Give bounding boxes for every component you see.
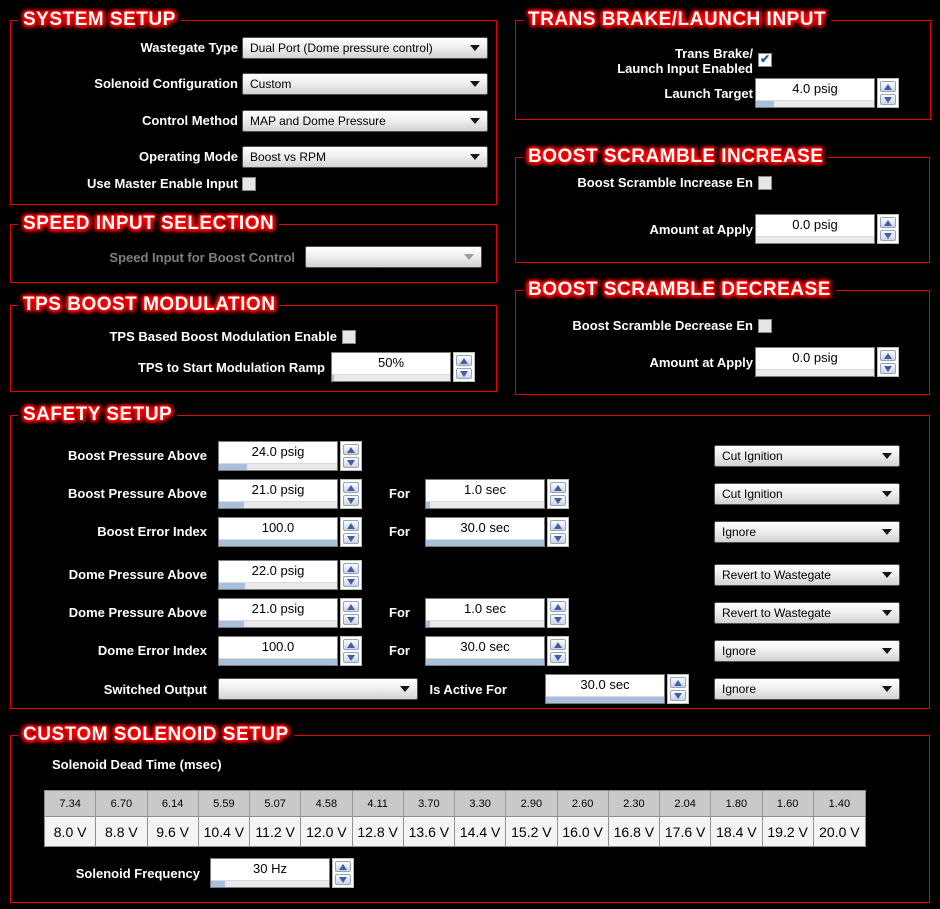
spin-value-field[interactable] [425, 636, 545, 666]
decrease-amount-at-apply-label: Amount at Apply [649, 355, 753, 370]
dead-time-cell[interactable]: 6.70 [96, 791, 147, 817]
boost-error-index-spinner[interactable] [218, 517, 362, 547]
spin-value-field[interactable] [545, 674, 665, 704]
panel-title-custom-solenoid: CUSTOM SOLENOID SETUP [18, 723, 294, 747]
panel-boost-scramble-decrease [515, 279, 930, 395]
dead-time-cell[interactable]: 2.04 [660, 791, 711, 817]
spin-value-field[interactable] [218, 598, 338, 628]
down-arrow-icon [347, 579, 355, 585]
select-value: Cut Ignition [722, 487, 783, 501]
solenoid-column [506, 791, 557, 846]
panel-title-safety-setup: SAFETY SETUP [18, 403, 177, 427]
tps-ramp-spinner[interactable] [331, 352, 475, 382]
boost-pressure-above-1-spinner[interactable] [218, 441, 362, 471]
dome-pressure-above-2-duration-spinner[interactable] [425, 598, 569, 628]
spin-buttons [340, 441, 362, 471]
voltage-header-cell: 18.4 V [711, 817, 762, 846]
dome-pressure-above-1-spinner[interactable] [218, 560, 362, 590]
wastegate-type-select[interactable] [242, 37, 488, 59]
select-value: MAP and Dome Pressure [250, 114, 386, 128]
tps-modulation-enable-label: TPS Based Boost Modulation Enable [109, 329, 337, 344]
spin-progress-fill [756, 101, 774, 107]
spin-buttons [667, 674, 689, 704]
voltage-header-cell: 16.0 V [558, 817, 609, 846]
spin-value: 21.0 psig [251, 601, 305, 616]
boost-pressure-above-2-duration-spinner[interactable] [425, 479, 569, 509]
spin-down-button[interactable] [550, 652, 566, 663]
spin-progress-fill [211, 881, 225, 887]
panel-title-trans-brake: TRANS BRAKE/LAUNCH INPUT [523, 8, 831, 32]
spin-progress-track [546, 696, 664, 703]
spin-progress-fill [426, 659, 544, 665]
safety-row-label: Dome Pressure Above [68, 605, 207, 620]
down-arrow-icon [674, 693, 682, 699]
spin-progress-track [756, 236, 874, 243]
spin-up-button[interactable] [343, 563, 359, 574]
spin-up-button[interactable] [880, 81, 896, 92]
spin-progress-track [219, 539, 337, 546]
spin-value: 30 Hz [253, 861, 287, 876]
down-arrow-icon [347, 655, 355, 661]
select-value: Ignore [722, 525, 757, 539]
solenoid-column [814, 791, 865, 846]
spin-buttons [453, 352, 475, 382]
spin-progress-track [219, 658, 337, 665]
spin-up-button[interactable] [343, 601, 359, 612]
dead-time-cell[interactable]: 2.60 [558, 791, 609, 817]
panel-tps-boost-modulation [10, 294, 497, 392]
spin-up-button[interactable] [456, 355, 472, 366]
operating-mode-label: Operating Mode [139, 149, 238, 164]
trans-brake-enable-checkbox[interactable] [758, 53, 772, 67]
spin-progress-fill [219, 464, 247, 470]
spin-up-button[interactable] [670, 677, 686, 688]
spin-up-button[interactable] [343, 444, 359, 455]
up-arrow-icon [460, 358, 468, 364]
spin-progress-track [219, 620, 337, 627]
spin-down-button[interactable] [343, 533, 359, 544]
spin-value-field[interactable] [218, 441, 338, 471]
spin-progress-fill [219, 621, 244, 627]
dead-time-cell[interactable]: 1.40 [814, 791, 865, 817]
master-enable-checkbox[interactable] [242, 177, 256, 191]
panel-title-system-setup: SYSTEM SETUP [18, 8, 181, 32]
solenoid-column [45, 791, 96, 846]
panel-custom-solenoid-setup [10, 724, 930, 903]
solenoid-column [763, 791, 814, 846]
solenoid-column [455, 791, 506, 846]
safety-action-select-2[interactable] [714, 483, 900, 505]
dead-time-cell[interactable]: 3.70 [404, 791, 455, 817]
solenoid-frequency-spinner[interactable] [210, 858, 354, 888]
chevron-down-icon [882, 529, 892, 535]
dead-time-cell[interactable]: 3.30 [455, 791, 506, 817]
solenoid-column [711, 791, 762, 846]
spin-up-button[interactable] [343, 482, 359, 493]
panel-safety-setup [10, 404, 930, 709]
tps-ramp-label: TPS to Start Modulation Ramp [137, 360, 325, 375]
safety-action-select-5[interactable] [714, 602, 900, 624]
spin-value: 4.0 psig [792, 81, 838, 96]
spin-up-button[interactable] [880, 350, 896, 361]
down-arrow-icon [347, 536, 355, 542]
voltage-header-cell: 12.8 V [353, 817, 404, 846]
select-value: Revert to Wastegate [722, 568, 831, 582]
spin-value: 50% [377, 355, 405, 370]
boost-scramble-decrease-enable-label: Boost Scramble Decrease En [572, 318, 753, 333]
voltage-header-cell: 16.8 V [609, 817, 660, 846]
trans-brake-enable-label-line1: Trans Brake/ [674, 46, 753, 61]
spin-progress-fill [426, 502, 430, 508]
spin-value-field[interactable] [210, 858, 330, 888]
dome-error-index-spinner[interactable] [218, 636, 362, 666]
spin-buttons [340, 598, 362, 628]
spin-value: 21.0 psig [251, 482, 305, 497]
down-arrow-icon [884, 233, 892, 239]
safety-row-label: Boost Error Index [97, 524, 207, 539]
spin-down-button[interactable] [880, 363, 896, 374]
spin-value-field[interactable] [755, 214, 875, 244]
spin-buttons [340, 517, 362, 547]
up-arrow-icon [554, 485, 562, 491]
spin-value-field[interactable] [425, 598, 545, 628]
trans-brake-enable-label-line2: Launch Input Enabled [617, 61, 753, 76]
for-label: For [389, 643, 410, 658]
spin-buttons [877, 78, 899, 108]
select-value: Revert to Wastegate [722, 606, 831, 620]
spin-progress-fill [546, 697, 664, 703]
is-active-for-label: Is Active For [429, 682, 507, 697]
safety-row-label: Dome Error Index [97, 643, 207, 658]
spin-down-button[interactable] [550, 533, 566, 544]
spin-value: 0.0 psig [792, 350, 838, 365]
spin-down-button[interactable] [880, 94, 896, 105]
switched-output-duration-spinner[interactable] [545, 674, 689, 704]
down-arrow-icon [884, 366, 892, 372]
panel-title-tps-modulation: TPS BOOST MODULATION [18, 293, 280, 317]
spin-up-button[interactable] [550, 639, 566, 650]
up-arrow-icon [339, 864, 347, 870]
solenoid-column [301, 791, 352, 846]
up-arrow-icon [347, 604, 355, 610]
chevron-down-icon [882, 686, 892, 692]
up-arrow-icon [674, 680, 682, 686]
for-label: For [389, 524, 410, 539]
spin-value: 30.0 sec [580, 677, 630, 692]
select-value: Cut Ignition [722, 449, 783, 463]
up-arrow-icon [347, 485, 355, 491]
spin-buttons [332, 858, 354, 888]
select-value: Ignore [722, 682, 757, 696]
voltage-header-cell: 10.4 V [199, 817, 250, 846]
solenoid-dead-time-label: Solenoid Dead Time (msec) [52, 757, 222, 772]
control-method-label: Control Method [141, 113, 238, 128]
for-label: For [389, 605, 410, 620]
speed-input-label: Speed Input for Boost Control [109, 250, 295, 265]
voltage-header-cell: 19.2 V [763, 817, 814, 846]
spin-buttons [547, 517, 569, 547]
spin-value-field[interactable] [218, 560, 338, 590]
solenoid-column [148, 791, 199, 846]
spin-buttons [877, 347, 899, 377]
down-arrow-icon [460, 371, 468, 377]
spin-progress-track [426, 620, 544, 627]
solenoid-column [558, 791, 609, 846]
chevron-down-icon [882, 648, 892, 654]
for-label: For [389, 486, 410, 501]
spin-value: 1.0 sec [464, 601, 506, 616]
dead-time-cell[interactable]: 4.58 [301, 791, 352, 817]
spin-value-field[interactable] [218, 636, 338, 666]
launch-target-label: Launch Target [664, 86, 753, 101]
up-arrow-icon [554, 523, 562, 529]
solenoid-configuration-label: Solenoid Configuration [94, 76, 238, 91]
dead-time-cell[interactable]: 2.30 [609, 791, 660, 817]
safety-action-select-4[interactable] [714, 564, 900, 586]
solenoid-column [199, 791, 250, 846]
launch-target-spinner[interactable] [755, 78, 899, 108]
spin-down-button[interactable] [670, 690, 686, 701]
safety-action-select-7[interactable] [714, 678, 900, 700]
up-arrow-icon [347, 566, 355, 572]
solenoid-column [404, 791, 455, 846]
up-arrow-icon [347, 523, 355, 529]
up-arrow-icon [347, 642, 355, 648]
safety-row-label: Boost Pressure Above [68, 486, 207, 501]
spin-value: 22.0 psig [251, 563, 305, 578]
solenoid-dead-time-table [44, 790, 866, 847]
spin-progress-fill [219, 583, 245, 589]
select-value: Dual Port (Dome pressure control) [250, 41, 433, 55]
spin-buttons [340, 560, 362, 590]
safety-row-label: Boost Pressure Above [68, 448, 207, 463]
dead-time-cell[interactable]: 6.14 [148, 791, 199, 817]
down-arrow-icon [884, 97, 892, 103]
safety-action-select-6[interactable] [714, 640, 900, 662]
spin-progress-track [756, 100, 874, 107]
up-arrow-icon [884, 353, 892, 359]
chevron-down-icon [882, 453, 892, 459]
spin-down-button[interactable] [550, 495, 566, 506]
master-enable-label: Use Master Enable Input [87, 176, 238, 191]
chevron-down-icon [470, 118, 480, 124]
spin-value-field[interactable] [755, 78, 875, 108]
tps-modulation-enable-checkbox[interactable] [342, 330, 356, 344]
up-arrow-icon [554, 642, 562, 648]
spin-down-button[interactable] [880, 230, 896, 241]
boost-scramble-decrease-enable-checkbox[interactable] [758, 319, 772, 333]
panel-system-setup [10, 9, 497, 205]
boost-scramble-increase-enable-checkbox[interactable] [758, 176, 772, 190]
dome-error-duration-spinner[interactable] [425, 636, 569, 666]
solenoid-column [353, 791, 404, 846]
up-arrow-icon [884, 84, 892, 90]
voltage-header-cell: 17.6 V [660, 817, 711, 846]
spin-progress-track [426, 501, 544, 508]
down-arrow-icon [554, 536, 562, 542]
spin-down-button[interactable] [343, 495, 359, 506]
down-arrow-icon [347, 460, 355, 466]
panel-title-boost-scramble-increase: BOOST SCRAMBLE INCREASE [523, 145, 828, 169]
down-arrow-icon [554, 617, 562, 623]
safety-action-select-3[interactable] [714, 521, 900, 543]
solenoid-configuration-select[interactable] [242, 73, 488, 95]
solenoid-column [609, 791, 660, 846]
down-arrow-icon [347, 498, 355, 504]
voltage-header-cell: 20.0 V [814, 817, 865, 846]
select-value: Ignore [722, 644, 757, 658]
safety-row-label: Dome Pressure Above [68, 567, 207, 582]
chevron-down-icon [882, 572, 892, 578]
dead-time-cell[interactable]: 1.80 [711, 791, 762, 817]
up-arrow-icon [554, 604, 562, 610]
spin-down-button[interactable] [343, 652, 359, 663]
spin-down-button[interactable] [343, 576, 359, 587]
spin-value-field[interactable] [755, 347, 875, 377]
spin-value-field[interactable] [218, 517, 338, 547]
solenoid-column [96, 791, 147, 846]
spin-progress-track [426, 539, 544, 546]
dead-time-cell[interactable]: 1.60 [763, 791, 814, 817]
chevron-down-icon [882, 610, 892, 616]
spin-value-field[interactable] [331, 352, 451, 382]
wastegate-type-label: Wastegate Type [140, 40, 238, 55]
spin-value: 30.0 sec [460, 520, 510, 535]
spin-buttons [340, 636, 362, 666]
spin-progress-track [219, 463, 337, 470]
dome-pressure-above-2-spinner[interactable] [218, 598, 362, 628]
spin-progress-track [211, 880, 329, 887]
voltage-header-cell: 12.0 V [301, 817, 352, 846]
spin-up-button[interactable] [343, 520, 359, 531]
spin-value: 100.0 [261, 639, 295, 654]
spin-down-button[interactable] [335, 874, 351, 885]
voltage-header-cell: 9.6 V [148, 817, 199, 846]
down-arrow-icon [554, 655, 562, 661]
spin-value: 100.0 [261, 520, 295, 535]
up-arrow-icon [347, 447, 355, 453]
spin-up-button[interactable] [880, 217, 896, 228]
spin-value: 1.0 sec [464, 482, 506, 497]
voltage-header-cell: 8.8 V [96, 817, 147, 846]
down-arrow-icon [554, 498, 562, 504]
chevron-down-icon [470, 81, 480, 87]
dead-time-cell[interactable]: 2.90 [506, 791, 557, 817]
solenoid-frequency-label: Solenoid Frequency [75, 866, 200, 881]
select-value: Boost vs RPM [250, 150, 327, 164]
spin-progress-fill [219, 540, 337, 546]
panel-boost-scramble-increase [515, 146, 930, 263]
boost-error-duration-spinner[interactable] [425, 517, 569, 547]
spin-buttons [547, 598, 569, 628]
dead-time-cell[interactable]: 5.07 [250, 791, 301, 817]
decrease-amount-spinner[interactable] [755, 347, 899, 377]
spin-progress-fill [332, 375, 334, 381]
down-arrow-icon [347, 617, 355, 623]
spin-buttons [340, 479, 362, 509]
select-value: Custom [250, 77, 292, 91]
spin-value: 30.0 sec [460, 639, 510, 654]
voltage-header-cell: 8.0 V [45, 817, 96, 846]
increase-amount-spinner[interactable] [755, 214, 899, 244]
spin-buttons [547, 479, 569, 509]
solenoid-column [660, 791, 711, 846]
spin-down-button[interactable] [343, 614, 359, 625]
chevron-down-icon [882, 491, 892, 497]
up-arrow-icon [884, 220, 892, 226]
spin-progress-track [219, 582, 337, 589]
spin-down-button[interactable] [550, 614, 566, 625]
spin-buttons [547, 636, 569, 666]
spin-buttons [877, 214, 899, 244]
voltage-header-cell: 15.2 V [506, 817, 557, 846]
panel-title-speed-input: SPEED INPUT SELECTION [18, 212, 279, 236]
down-arrow-icon [339, 877, 347, 883]
chevron-down-icon [470, 154, 480, 160]
boost-pressure-above-2-spinner[interactable] [218, 479, 362, 509]
spin-value-field[interactable] [425, 517, 545, 547]
safety-action-select-1[interactable] [714, 445, 900, 467]
speed-input-select [305, 246, 482, 268]
spin-value-field[interactable] [218, 479, 338, 509]
chevron-down-icon [464, 254, 474, 260]
dead-time-cell[interactable]: 4.11 [353, 791, 404, 817]
spin-value: 0.0 psig [792, 217, 838, 232]
chevron-down-icon [470, 45, 480, 51]
spin-progress-track [756, 369, 874, 376]
spin-up-button[interactable] [550, 601, 566, 612]
voltage-header-cell: 11.2 V [250, 817, 301, 846]
solenoid-column [250, 791, 301, 846]
spin-up-button[interactable] [343, 639, 359, 650]
spin-progress-track [332, 374, 450, 381]
panel-trans-brake-launch-input [515, 9, 931, 120]
panel-title-boost-scramble-decrease: BOOST SCRAMBLE DECREASE [523, 278, 836, 302]
control-method-select[interactable] [242, 110, 488, 132]
voltage-header-cell: 14.4 V [455, 817, 506, 846]
spin-up-button[interactable] [550, 482, 566, 493]
spin-down-button[interactable] [343, 457, 359, 468]
spin-up-button[interactable] [550, 520, 566, 531]
spin-progress-track [426, 658, 544, 665]
spin-progress-fill [426, 540, 544, 546]
spin-up-button[interactable] [335, 861, 351, 872]
switched-output-label: Switched Output [103, 682, 207, 697]
spin-value-field[interactable] [425, 479, 545, 509]
increase-amount-at-apply-label: Amount at Apply [649, 222, 753, 237]
dead-time-cell[interactable]: 7.34 [45, 791, 96, 817]
spin-progress-track [219, 501, 337, 508]
dead-time-cell[interactable]: 5.59 [199, 791, 250, 817]
spin-progress-fill [219, 659, 337, 665]
spin-value: 24.0 psig [251, 444, 305, 459]
spin-down-button[interactable] [456, 368, 472, 379]
operating-mode-select[interactable] [242, 146, 488, 168]
voltage-header-cell: 13.6 V [404, 817, 455, 846]
spin-progress-fill [219, 502, 244, 508]
spin-progress-fill [426, 621, 430, 627]
panel-speed-input-selection [10, 213, 497, 283]
boost-scramble-increase-enable-label: Boost Scramble Increase En [577, 175, 753, 190]
